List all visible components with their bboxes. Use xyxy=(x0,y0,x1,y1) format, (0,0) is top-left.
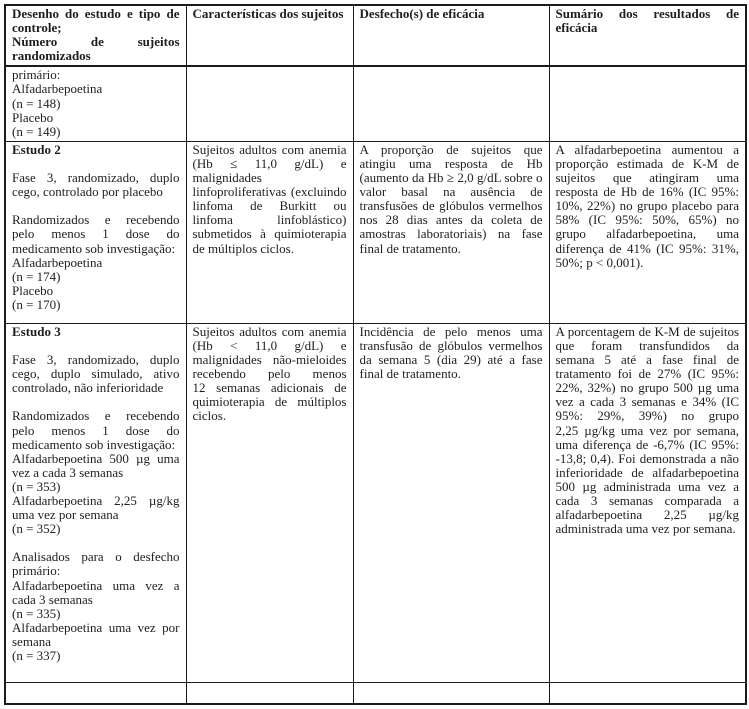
table-row-cropped xyxy=(5,682,746,704)
text-line xyxy=(12,339,180,353)
study1-design-cell xyxy=(5,66,186,141)
column-header-text xyxy=(193,7,347,21)
column-header-efficacy-endpoints xyxy=(353,5,549,66)
text-line: Incidência de pelo menos uma transfusão de glóbulos vermelhos da semana 5 (dia 29) até a fase final de tratamento. xyxy=(359,323,543,382)
cell-text xyxy=(12,68,180,138)
text-line xyxy=(12,157,180,171)
text-line: (n = 170) xyxy=(12,296,61,312)
study2-characteristics-cell xyxy=(186,141,353,323)
study-title: Estudo 2 xyxy=(12,141,61,157)
column-header-subject-characteristics xyxy=(186,5,353,66)
text-line: Número de sujeitos randomizados xyxy=(12,34,180,64)
cropped-cell xyxy=(5,682,186,704)
text-line: (n = 174) xyxy=(12,268,61,284)
text-line: Randomizados e recebendo pelo menos 1 dose do medicamento sob investigação: xyxy=(12,408,180,452)
column-header-study-design xyxy=(5,5,186,66)
cell-text xyxy=(360,325,543,381)
cell-text xyxy=(360,143,543,256)
text-line: A alfadarbepoetina aumentou a proporção estimada de K-M de sujeitos que atingiram uma resposta de Hb de 16% (IC 95%: 10%, 22%) no grupo placebo para 58% (IC 95%: 50%, 65%) no grupo alfadarbepoetina, uma diferença de 41% (IC 95%: 31%, 50%; p < 0,001). xyxy=(555,141,739,270)
clinical-studies-table xyxy=(4,4,747,705)
text-line: Analisados para o desfecho primário: xyxy=(12,549,180,579)
text-line: (n = 335) xyxy=(12,605,61,621)
study1-results-cell xyxy=(549,66,746,141)
text-line: (n = 149) xyxy=(12,123,61,139)
text-line: A proporção de sujeitos que atingiu uma resposta de Hb (aumento da Hb ≥ 2,0 g/dL sobre o valor basal na ausência de transfusões de glóbulos vermelhos nos 28 dias antes da coleta de amostras laboratoriais) na fase final de tratamento. xyxy=(359,141,543,256)
text-line: Placebo xyxy=(12,109,54,125)
text-line: Alfadarbepoetina 2,25 µg/kg uma vez por semana xyxy=(12,492,180,523)
cell-text xyxy=(193,143,347,256)
column-header-text xyxy=(556,7,740,35)
text-line: (n = 353) xyxy=(12,478,61,494)
text-line: Características dos sujeitos xyxy=(192,6,344,21)
text-line: A porcentagem de K-M de sujeitos que foram transfundidos da semana 5 até a fase final de tratamento foi de 27% (IC 95%: 22%, 32%) no grupo 500 µg uma vez a cada 3 semanas e 34% (IC 95%: 29%, 39%) no grupo 2,25 µg/kg uma vez por semana, uma diferença de -6,7% (IC 95%: -13,8; 0,4). Foi demonstrada a não inferioridade de alfadarbepoetina 500 µg administrada uma vez a cada 3 semanas comparada a alfadarbepoetina 2,25 µg/kg administrada uma vez por semana. xyxy=(555,323,739,537)
column-header-text xyxy=(360,7,543,21)
text-line: primário: xyxy=(12,67,61,83)
column-header-text xyxy=(12,7,180,63)
table-body xyxy=(5,66,746,704)
text-line: Sujeitos adultos com anemia (Hb < 11,0 g/dL) e malignidades não-mieloides recebendo pelo menos 12 semanas adicionais de quimioterapia de múltiplos ciclos. xyxy=(192,323,347,424)
table-row-study1-continuation xyxy=(5,66,746,141)
text-line: Desenho do estudo e tipo de controle; xyxy=(12,6,180,36)
study2-design-cell xyxy=(5,141,186,323)
cropped-cell xyxy=(353,682,549,704)
cell-text xyxy=(12,339,180,663)
study2-endpoints-cell xyxy=(353,141,549,323)
study2-results-cell xyxy=(549,141,746,323)
text-line: Fase 3, randomizado, duplo cego, duplo simulado, ativo controlado, não inferioridade xyxy=(12,352,180,396)
text-line: Sujeitos adultos com anemia (Hb ≤ 11,0 g/dL) e malignidades linfoproliferativas (excluindo linfoma de Burkitt ou linfoma linfoblástico) submetidos à quimioterapia de múltiplos ciclos. xyxy=(192,141,347,256)
study1-characteristics-cell xyxy=(186,66,353,141)
table-row-study3 xyxy=(5,323,746,682)
text-line: (n = 148) xyxy=(12,95,61,111)
text-line: Alfadarbepoetina uma vez a cada 3 semanas xyxy=(12,577,180,607)
table-header xyxy=(5,5,746,66)
text-line: Desfecho(s) de eficácia xyxy=(359,6,485,21)
cropped-cell xyxy=(186,682,353,704)
cell-text xyxy=(12,157,180,312)
text-line: Sumário dos resultados de eficácia xyxy=(555,6,739,36)
cell-text xyxy=(193,325,347,424)
text-line: Alfadarbepoetina uma vez por semana xyxy=(12,619,180,649)
text-line: Alfadarbepoetina xyxy=(12,81,103,97)
text-line xyxy=(12,199,180,213)
text-line xyxy=(12,536,180,550)
study3-results-cell xyxy=(549,323,746,682)
column-header-efficacy-results-summary xyxy=(549,5,746,66)
text-line: Placebo xyxy=(12,282,54,298)
table-row-study2 xyxy=(5,141,746,323)
study1-endpoints-cell xyxy=(353,66,549,141)
study-title: Estudo 3 xyxy=(12,323,61,339)
text-line xyxy=(12,395,180,409)
text-line: Fase 3, randomizado, duplo cego, controlado por placebo xyxy=(12,170,180,200)
text-line: (n = 352) xyxy=(12,521,61,537)
cell-text xyxy=(556,325,740,536)
cell-text xyxy=(556,143,740,270)
study3-design-cell xyxy=(5,323,186,682)
study3-endpoints-cell xyxy=(353,323,549,682)
text-line: Alfadarbepoetina 500 µg uma vez a cada 3 semanas xyxy=(12,450,180,480)
text-line: Alfadarbepoetina xyxy=(12,254,103,270)
text-line: (n = 337) xyxy=(12,648,61,663)
cropped-cell xyxy=(549,682,746,704)
study3-characteristics-cell xyxy=(186,323,353,682)
text-line: Randomizados e recebendo pelo menos 1 dose do medicamento sob investigação: xyxy=(12,212,180,256)
header-row xyxy=(5,5,746,66)
